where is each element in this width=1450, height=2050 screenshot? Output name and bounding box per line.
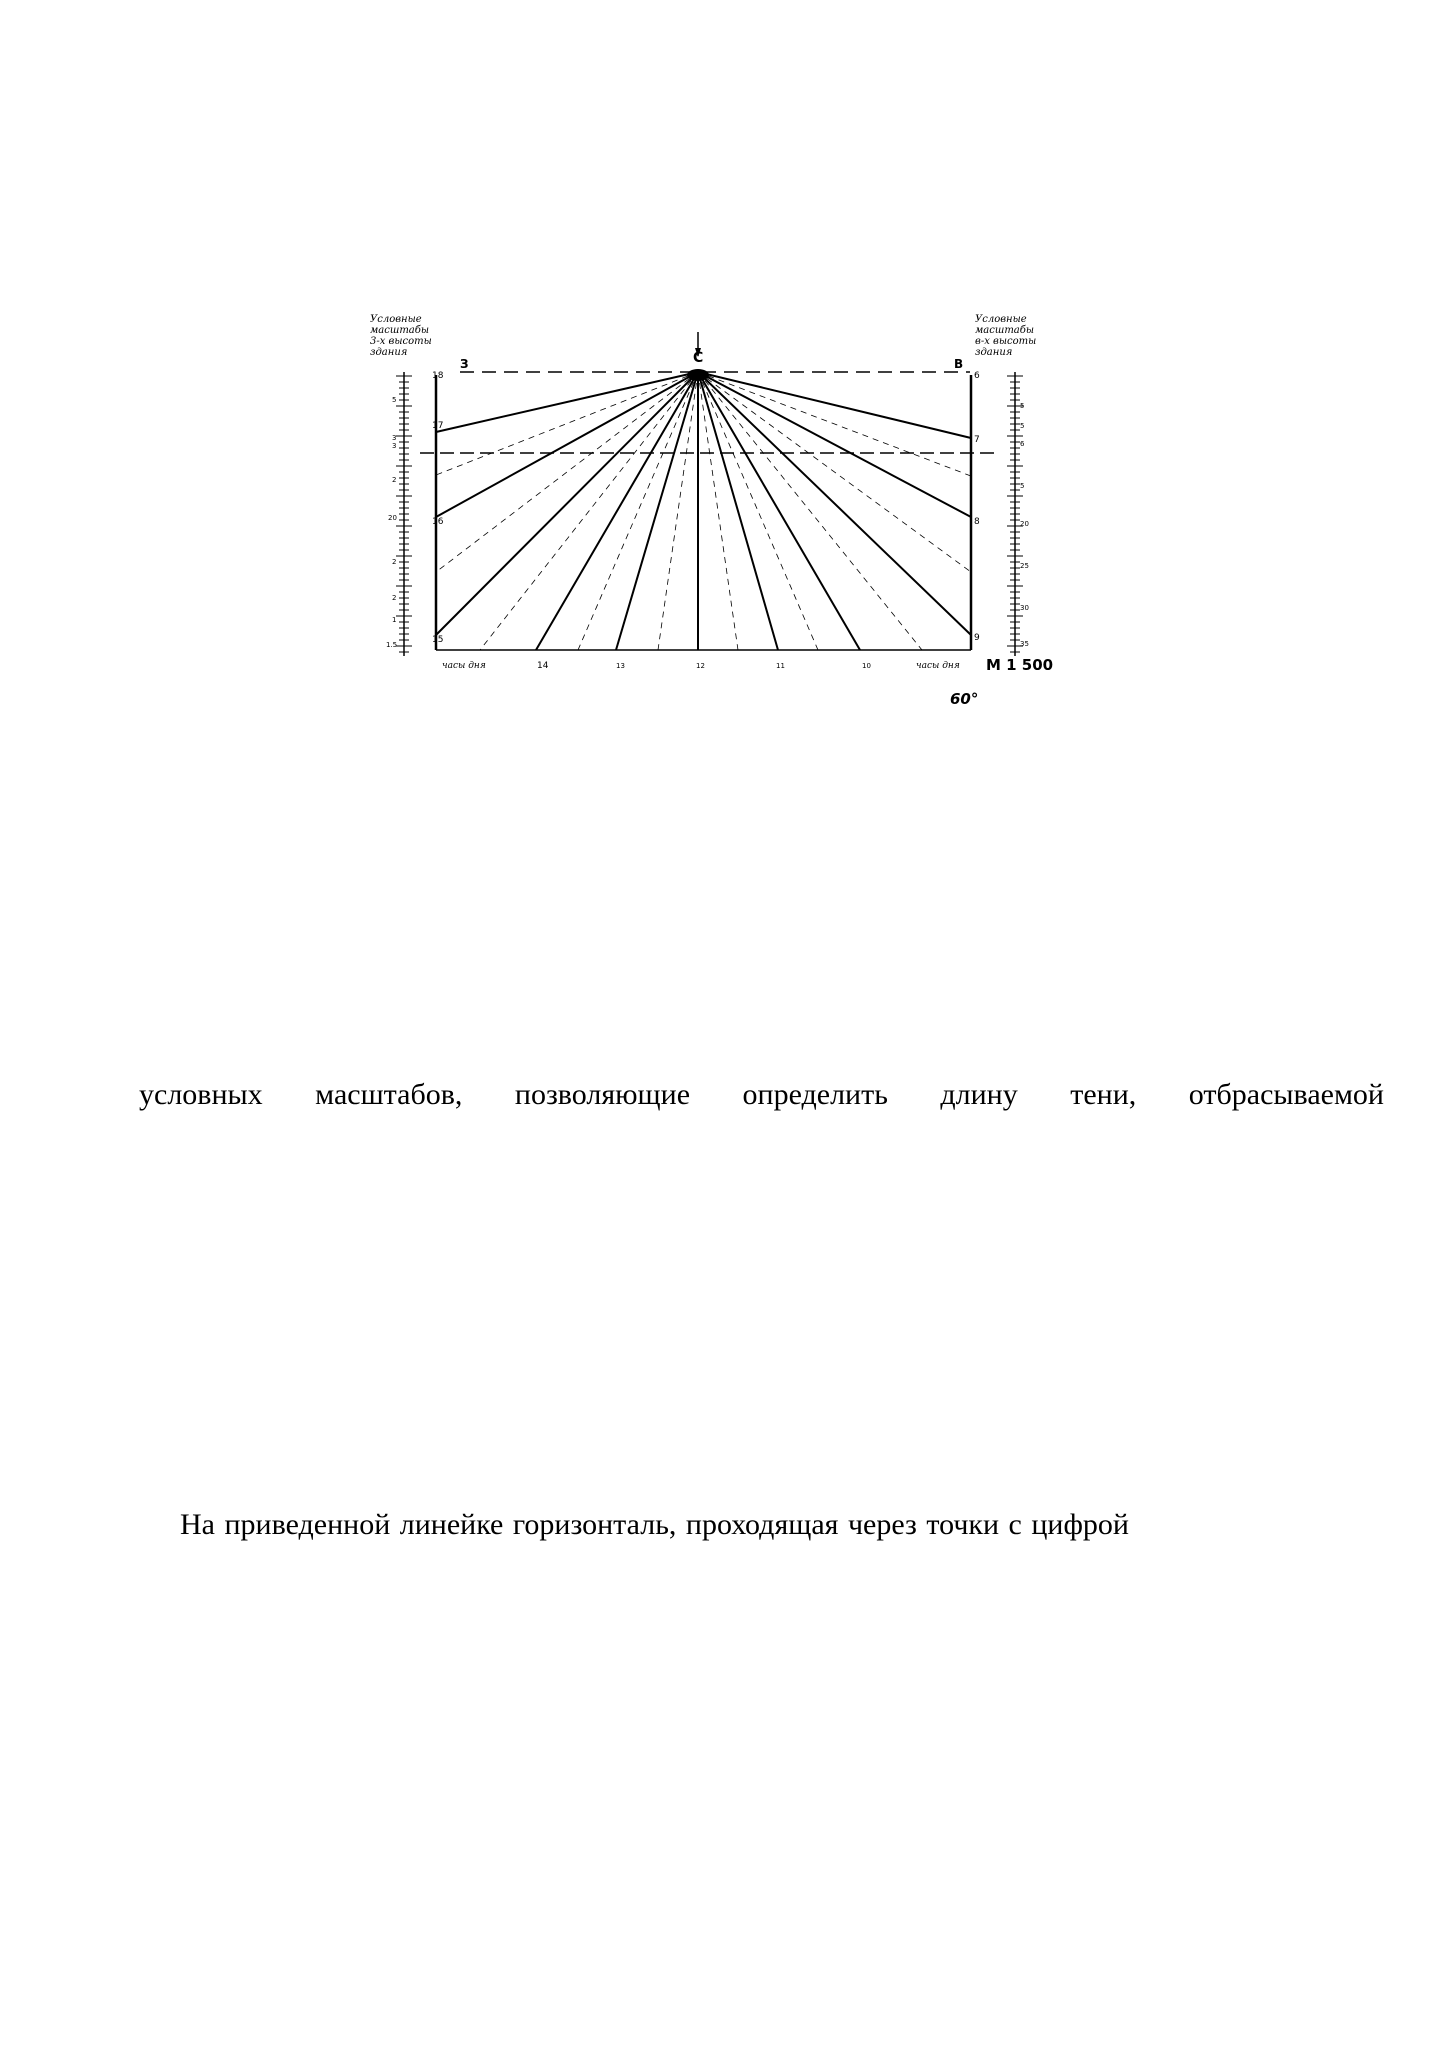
right-scale-tick-label: 5 <box>1020 482 1025 490</box>
hour-ray <box>698 372 971 438</box>
left-scale-caption-4: здания <box>370 347 408 358</box>
half-hour-ray <box>658 372 698 650</box>
right-scale-caption-3: в-х высоты <box>975 336 1037 347</box>
left-hour-label: 16 <box>432 517 444 527</box>
half-hour-ray <box>698 372 738 650</box>
right-hour-label: 7 <box>974 435 980 445</box>
half-hour-ray <box>698 372 971 476</box>
left-scale-caption-2: масштабы <box>370 325 430 336</box>
hour-ray <box>698 372 860 650</box>
scale-label: М 1 500 <box>986 656 1054 674</box>
latitude-label: 60° <box>950 690 979 708</box>
right-scale-tick-label: 30 <box>1020 604 1029 612</box>
left-scale-tick-label: 3 <box>392 434 397 442</box>
right-scale-caption-2: масштабы <box>975 325 1035 336</box>
bottom-hour-label: 14 <box>537 661 549 671</box>
hour-ray <box>436 372 698 517</box>
left-scale-tick-label: 2 <box>392 594 397 602</box>
sun-shadow-ruler-figure <box>360 310 1060 730</box>
right-hour-label: 6 <box>974 371 980 381</box>
half-hour-ray <box>698 372 971 572</box>
body-text-line-2: На приведенной линейке горизонталь, проходящая через точки с цифрой <box>180 1508 1129 1541</box>
bottom-hour-label: 10 <box>862 662 871 670</box>
east-label: В <box>954 357 964 371</box>
half-hour-ray <box>698 372 818 650</box>
right-scale-caption-4: здания <box>975 347 1013 358</box>
bottom-hour-label: 13 <box>616 662 625 670</box>
left-scale-tick-label: 3 <box>392 442 397 450</box>
right-hour-label: 9 <box>974 633 980 643</box>
west-label: З <box>460 357 469 371</box>
shadow-ruler-diagram <box>360 310 1060 730</box>
left-scale-tick-label: 20 <box>388 514 397 522</box>
apex-label: С <box>693 350 704 366</box>
left-scale-caption-1: Условные <box>370 314 422 325</box>
left-scale-caption-3: 3-х высоты <box>370 336 432 347</box>
right-scale-tick-label: 5 <box>1020 422 1025 430</box>
hour-ray <box>698 372 971 635</box>
bottom-hour-label: 12 <box>696 662 705 670</box>
left-hour-label: 18 <box>432 371 444 381</box>
hour-ray <box>698 372 971 517</box>
right-scale-tick-label: 5 <box>1020 402 1025 410</box>
left-hour-label: 15 <box>432 635 444 645</box>
left-scale-tick-label: 1.5 <box>386 641 398 649</box>
right-hour-label: 8 <box>974 517 980 527</box>
right-scale-caption-1: Условные <box>975 314 1027 325</box>
half-hour-ray <box>578 372 698 650</box>
hour-ray <box>698 372 778 650</box>
right-scale-tick-label: 35 <box>1020 640 1029 648</box>
left-hour-label: 17 <box>432 421 444 431</box>
right-scale-tick-label: 25 <box>1020 562 1029 570</box>
right-scale-tick-label: 6 <box>1020 440 1025 448</box>
body-text-line-1: условных масштабов, позволяющие определить длину тени, отбрасываемой <box>139 1078 1384 1111</box>
bottom-right-caption: часы дня <box>916 661 960 671</box>
left-scale-tick-label: 2 <box>392 558 397 566</box>
right-scale-tick-label: 20 <box>1020 520 1029 528</box>
left-scale-tick-label: 1 <box>392 616 397 624</box>
bottom-hour-label: 11 <box>776 662 785 670</box>
left-scale-tick-label: 5 <box>392 396 397 404</box>
bottom-left-caption: часы дня <box>442 661 486 671</box>
diagram-lines <box>396 332 1023 656</box>
left-scale-tick-label: 2 <box>392 476 397 484</box>
